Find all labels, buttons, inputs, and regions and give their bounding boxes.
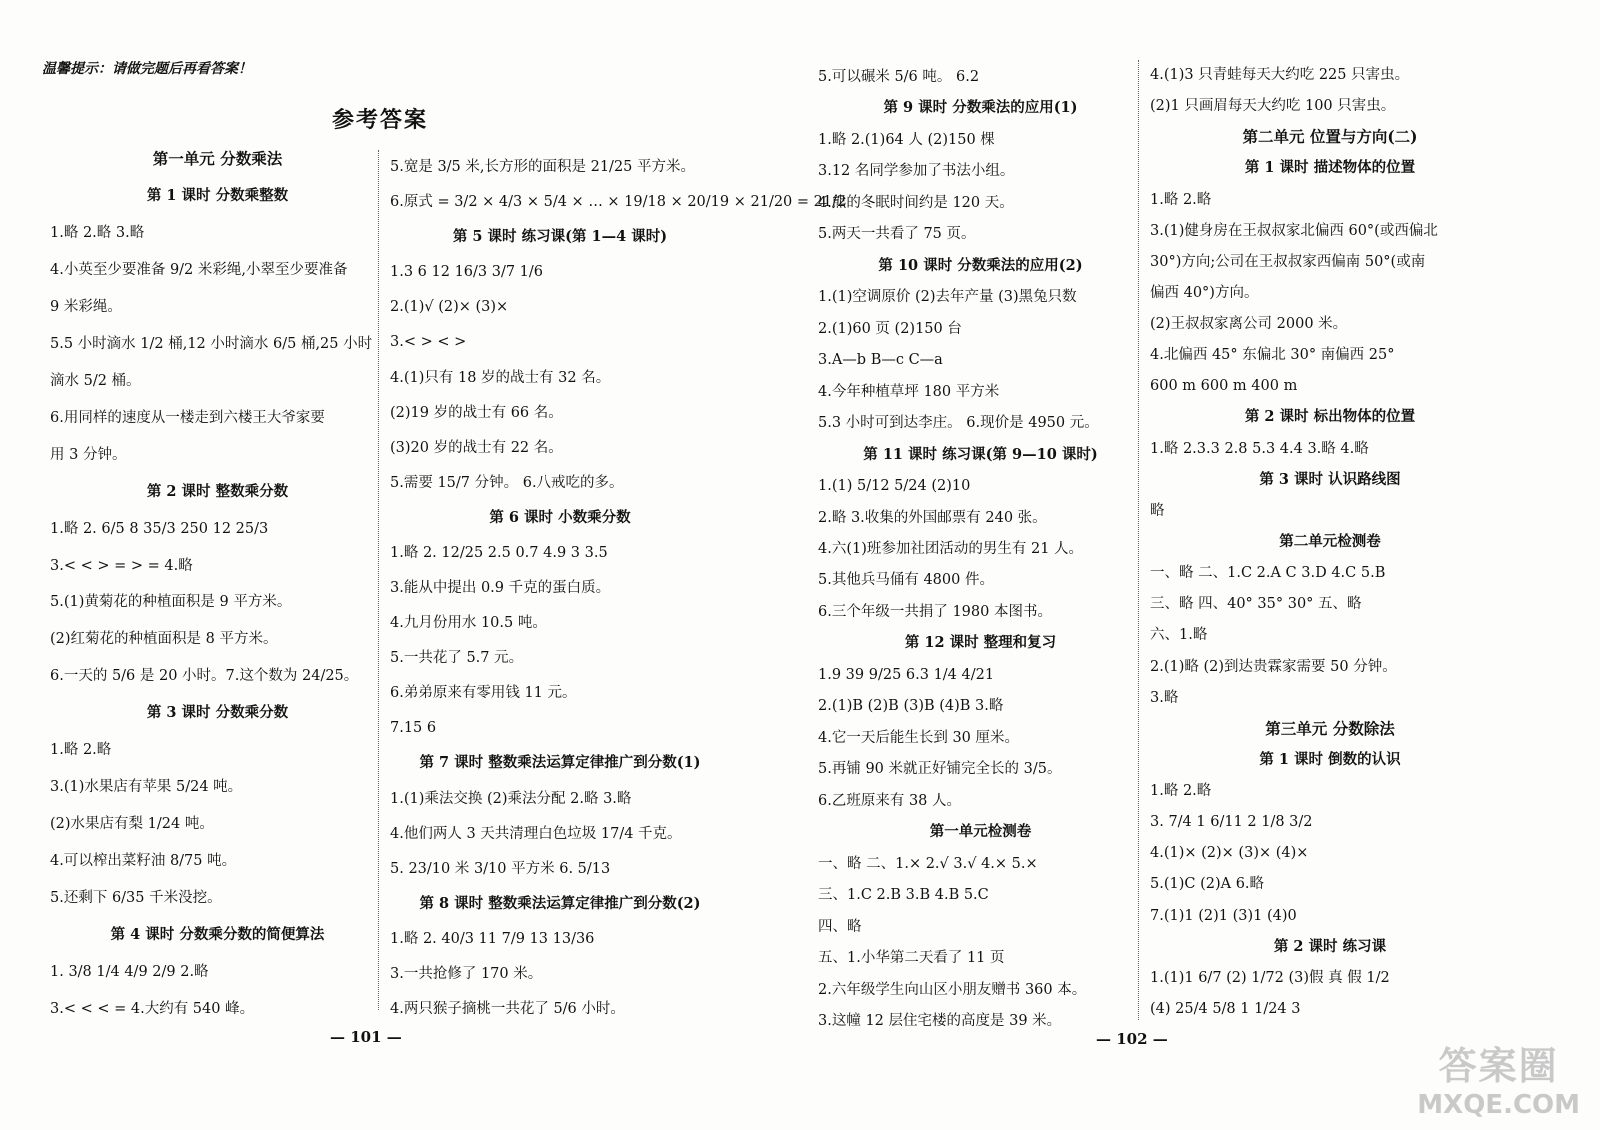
answer-line: 5.宽是 3/5 米,长方形的面积是 21/25 平方米。: [390, 159, 696, 175]
answer-line: 4.(1)× (2)× (3)× (4)×: [1150, 845, 1309, 861]
answer-line: 滴水 5/2 桶。: [50, 373, 141, 389]
answer-line: 2.略 3.收集的外国邮票有 240 张。: [818, 510, 1047, 526]
watermark-text: 答案圈: [1438, 1044, 1559, 1088]
answer-line: 1.(1) 5/12 5/24 (2)10: [818, 478, 971, 494]
answer-line: 4.熊的冬眠时间约是 120 天。: [818, 195, 1014, 211]
answer-line: 1.略 2.略: [1150, 783, 1212, 799]
answer-line: 1.9 39 9/25 6.3 1/4 4/21: [818, 667, 995, 683]
section-heading: 第 9 课时 分数乘法的应用(1): [883, 99, 1078, 116]
answer-line: 1.3 6 12 16/3 3/7 1/6: [390, 264, 544, 280]
section-heading: 第 3 课时 分数乘分数: [146, 704, 289, 721]
page-number: — 101 —: [330, 1028, 402, 1046]
answer-line: 四、略: [818, 919, 862, 935]
answer-line: 3.一共抢修了 170 米。: [390, 966, 543, 982]
section-heading: 第 11 课时 练习课(第 9—10 课时): [863, 446, 1098, 463]
answer-line: 三、1.C 2.B 3.B 4.B 5.C: [818, 887, 989, 903]
section-heading: 第 2 课时 整数乘分数: [146, 483, 289, 500]
answer-line: 2.(1)60 页 (2)150 台: [818, 321, 962, 337]
answer-line: 4.可以榨出菜籽油 8/75 吨。: [50, 853, 237, 869]
answer-line: (3)20 岁的战士有 22 名。: [390, 440, 563, 456]
answer-line: 6.三个年级一共捐了 1980 本图书。: [818, 604, 1052, 620]
answer-line: 3.(1)水果店有苹果 5/24 吨。: [50, 779, 243, 795]
answer-line: 5.5 小时滴水 1/2 桶,12 小时滴水 6/5 桶,25 小时: [50, 336, 373, 352]
answer-line: 3.< < < = 4.大约有 540 峰。: [50, 1001, 255, 1017]
answer-line: (2)1 只画眉每天大约吃 100 只害虫。: [1150, 98, 1396, 114]
answer-line: 2.(1)B (2)B (3)B (4)B 3.略: [818, 698, 1004, 714]
section-heading: 第一单元检测卷: [929, 823, 1032, 840]
answer-line: 4.北偏西 45° 东偏北 30° 南偏西 25°: [1150, 347, 1395, 363]
answer-line: 用 3 分钟。: [50, 447, 127, 463]
answer-line: 4.今年种植草坪 180 平方米: [818, 384, 1000, 400]
answer-line: 1.略 2.(1)64 人 (2)150 棵: [818, 132, 995, 148]
answer-line: (2)19 岁的战士有 66 名。: [390, 405, 563, 421]
answer-line: 1. 3/8 1/4 4/9 2/9 2.略: [50, 964, 209, 980]
section-heading: 第 1 课时 倒数的认识: [1259, 751, 1401, 768]
answer-line: (2)王叔叔家离公司 2000 米。: [1150, 316, 1348, 332]
column-divider: [1138, 60, 1139, 1020]
answer-line: 600 m 600 m 400 m: [1150, 378, 1298, 394]
answer-line: 5.可以碾米 5/6 吨。 6.2: [818, 69, 980, 85]
section-heading: 第 5 课时 练习课(第 1—4 课时): [452, 228, 668, 245]
answer-line: 1.略 2. 12/25 2.5 0.7 4.9 3 3.5: [390, 545, 608, 561]
answer-line: 1.(1)乘法交换 (2)乘法分配 2.略 3.略: [390, 791, 632, 807]
answer-line: 3.略: [1150, 690, 1179, 706]
answer-line: 6.乙班原来有 38 人。: [818, 793, 962, 809]
answer-line: 1.略 2.略: [1150, 192, 1212, 208]
section-heading: 第 1 课时 分数乘整数: [146, 187, 289, 204]
answer-line: 3.< > < >: [390, 334, 467, 350]
answer-line: 4.两只猴子摘桃一共花了 5/6 小时。: [390, 1001, 625, 1017]
answer-line: 1.(1)1 6/7 (2) 1/72 (3)假 真 假 1/2: [1150, 970, 1390, 986]
watermark-logo: [1417, 1035, 1580, 1120]
answer-line: 2.(1)√ (2)× (3)×: [390, 299, 509, 315]
answer-line: 1.略 2. 40/3 11 7/9 13 13/36: [390, 931, 595, 947]
answer-line: 4.它一天后能生长到 30 厘米。: [818, 730, 1020, 746]
section-heading: 第 2 课时 标出物体的位置: [1244, 408, 1416, 425]
answer-line: 4.小英至少要准备 9/2 米彩绳,小翠至少要准备: [50, 262, 348, 278]
answer-line: 1.略 2. 6/5 8 35/3 250 12 25/3: [50, 521, 269, 537]
answer-line: 5.一共花了 5.7 元。: [390, 650, 524, 666]
column-divider: [378, 150, 379, 1010]
section-heading: 第 6 课时 小数乘分数: [489, 509, 631, 526]
answer-line: 1.略 2.3.3 2.8 5.3 4.4 3.略 4.略: [1150, 441, 1369, 457]
answer-line: 五、1.小华第二天看了 11 页: [818, 950, 1005, 966]
page-title: 参考答案: [332, 107, 429, 133]
answer-line: 3.< < > = > = 4.略: [50, 558, 193, 574]
watermark-url: MXQE.COM: [1417, 1090, 1580, 1120]
answer-line: 5.两天一共看了 75 页。: [818, 226, 976, 242]
answer-line: 5.3 小时可到达李庄。 6.现价是 4950 元。: [818, 415, 1099, 431]
answer-line: (4) 25/4 5/8 1 1/24 3: [1150, 1001, 1301, 1017]
answer-line: 偏西 40°)方向。: [1150, 285, 1259, 301]
answer-line: 3.12 名同学参加了书法小组。: [818, 163, 1015, 179]
answer-line: 4.九月份用水 10.5 吨。: [390, 615, 547, 631]
answer-line: 3.能从中提出 0.9 千克的蛋白质。: [390, 580, 611, 596]
answer-line: 1.略 2.略: [50, 742, 112, 758]
section-heading: 第 3 课时 认识路线图: [1259, 471, 1401, 488]
section-heading: 第 4 课时 分数乘分数的简便算法: [110, 926, 325, 943]
section-heading: 第 10 课时 分数乘法的应用(2): [878, 257, 1083, 274]
answer-line: 5. 23/10 米 3/10 平方米 6. 5/13: [390, 861, 611, 877]
section-heading: 第一单元 分数乘法: [152, 149, 283, 168]
answer-line: 略: [1150, 503, 1165, 519]
answer-line: 5.其他兵马俑有 4800 件。: [818, 572, 994, 588]
answer-line: 1.(1)空调原价 (2)去年产量 (3)黑兔只数: [818, 289, 1077, 305]
answer-line: (2)水果店有梨 1/24 吨。: [50, 816, 214, 832]
answer-line: (2)红菊花的种植面积是 8 平方米。: [50, 631, 278, 647]
answer-line: 30°)方向;公司在王叔叔家西偏南 50°(或南: [1150, 254, 1426, 270]
answer-line: 3.A—b B—c C—a: [818, 352, 943, 368]
answer-line: 一、略 二、1.C 2.A C 3.D 4.C 5.B: [1150, 565, 1386, 581]
section-heading: 第 1 课时 描述物体的位置: [1244, 159, 1416, 176]
answer-line: 6.一天的 5/6 是 20 小时。7.这个数为 24/25。: [50, 668, 359, 684]
answer-line: 4.(1)只有 18 岁的战士有 32 名。: [390, 370, 611, 386]
page-number: — 102 —: [1096, 1030, 1168, 1048]
answer-line: 6.用同样的速度从一楼走到六楼王大爷家要: [50, 410, 325, 426]
answer-line: 2.六年级学生向山区小朋友赠书 360 本。: [818, 982, 1087, 998]
answer-line: 6.原式 = 3/2 × 4/3 × 5/4 × … × 19/18 × 20/19 × 21/20 = 21/2: [390, 194, 847, 210]
section-heading: 第二单元检测卷: [1279, 533, 1381, 550]
answer-line: 三、略 四、40° 35° 30° 五、略: [1150, 596, 1362, 612]
answer-line: 3.(1)健身房在王叔叔家北偏西 60°(或西偏北: [1150, 223, 1438, 239]
section-heading: 第 7 课时 整数乘法运算定律推广到分数(1): [419, 754, 701, 771]
answer-line: 6.弟弟原来有零用钱 11 元。: [390, 685, 577, 701]
answer-line: 1.略 2.略 3.略: [50, 225, 145, 241]
answer-line: 5.(1)黄菊花的种植面积是 9 平方米。: [50, 594, 292, 610]
answer-line: 2.(1)略 (2)到达贵霖家需要 50 分钟。: [1150, 659, 1397, 675]
answer-line: 4.(1)3 只青蛙每天大约吃 225 只害虫。: [1150, 67, 1410, 83]
answer-line: 5.再铺 90 米就正好铺完全长的 3/5。: [818, 761, 1062, 777]
reminder-tip: 温馨提示：请做完题后再看答案！: [42, 61, 252, 77]
answer-line: 5.还剩下 6/35 千米没挖。: [50, 890, 222, 906]
answer-line: 一、略 二、1.× 2.√ 3.√ 4.× 5.×: [818, 856, 1038, 872]
section-heading: 第 2 课时 练习课: [1273, 938, 1387, 955]
right-page: [800, 0, 1600, 1130]
section-heading: 第 8 课时 整数乘法运算定律推广到分数(2): [419, 895, 701, 912]
answer-line: 5.(1)C (2)A 6.略: [1150, 876, 1265, 892]
answer-line: 5.需要 15/7 分钟。 6.八戒吃的多。: [390, 475, 624, 491]
section-heading: 第 12 课时 整理和复习: [904, 634, 1057, 651]
answer-line: 六、1.略: [1150, 627, 1208, 643]
section-heading: 第三单元 分数除法: [1265, 719, 1395, 738]
section-heading: 第二单元 位置与方向(二): [1242, 127, 1418, 146]
answer-line: 7.15 6: [390, 720, 437, 736]
answer-line: 3. 7/4 1 6/11 2 1/8 3/2: [1150, 814, 1313, 830]
answer-line: 4.六(1)班参加社团活动的男生有 21 人。: [818, 541, 1084, 557]
answer-line: 3.这幢 12 层住宅楼的高度是 39 米。: [818, 1013, 1062, 1029]
answer-line: 7.(1)1 (2)1 (3)1 (4)0: [1150, 908, 1297, 924]
answer-line: 4.他们两人 3 天共清理白色垃圾 17/4 千克。: [390, 826, 682, 842]
answer-line: 9 米彩绳。: [50, 299, 122, 315]
